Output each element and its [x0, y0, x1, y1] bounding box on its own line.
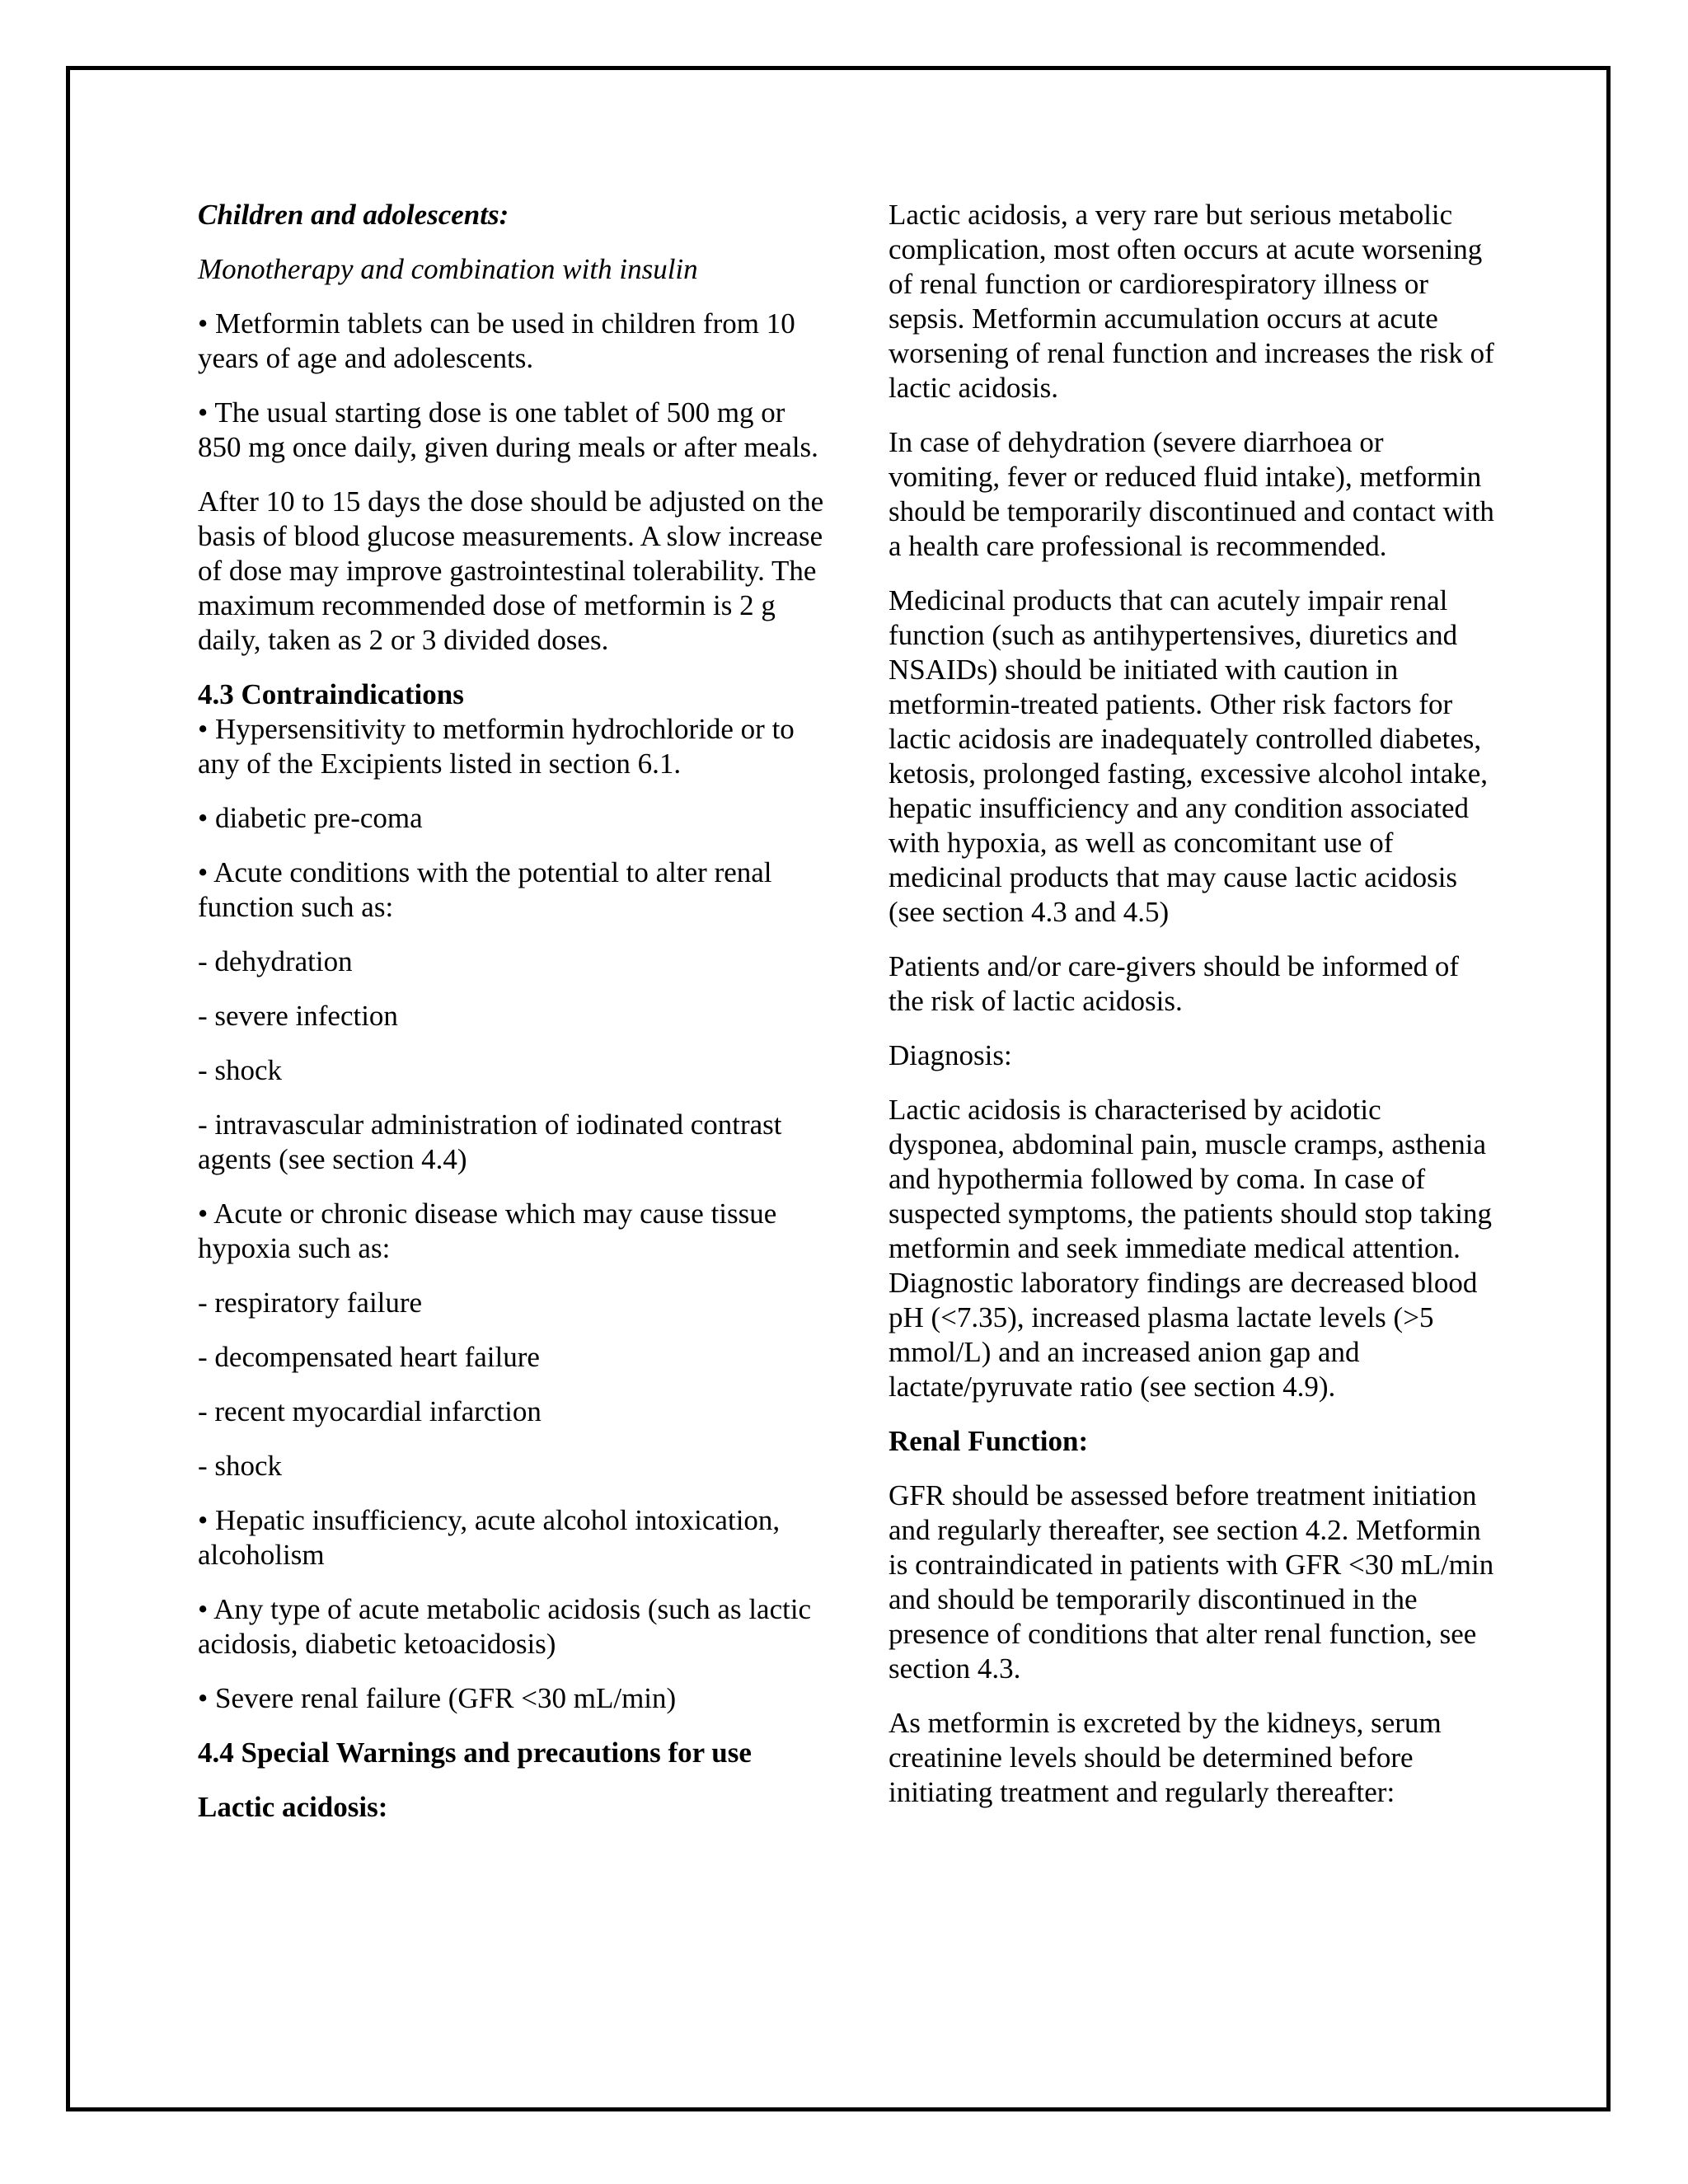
renal-function-heading: Renal Function: — [889, 1425, 1089, 1457]
contra-item: • Severe renal failure (GFR <30 mL/min) — [198, 1682, 677, 1714]
diagnosis-label: Diagnosis: — [889, 1039, 1012, 1071]
contra-item: • Any type of acute metabolic acidosis (such as lactic acidosis, diabetic ketoacidosis) — [198, 1593, 812, 1660]
bullet-age: • Metformin tablets can be used in children from 10 years of age and adolescents. — [198, 307, 795, 374]
contra-item: - respiratory failure — [198, 1286, 423, 1319]
contra-item: - severe infection — [198, 1000, 398, 1032]
contra-item: • diabetic pre-coma — [198, 802, 423, 834]
gfr-paragraph: GFR should be assessed before treatment initiation and regularly thereafter, see section 4.2. Metformin is contraindicated in patients with GFR <30 mL/min and should be temporarily discontinued in the presence of conditions that alter renal function, see section 4.3. — [889, 1479, 1494, 1685]
patients-paragraph: Patients and/or care-givers should be informed of the risk of lactic acidosis. — [889, 950, 1460, 1017]
contra-item: • Acute conditions with the potential to alter renal function such as: — [198, 856, 772, 923]
diagnosis-paragraph: Lactic acidosis is characterised by acidotic dysponea, abdominal pain, muscle cramps, asthenia and hypothermia followed by coma. In case of suspected symptoms, the patients should stop taking metformin and seek immediate medical attention. Diagnostic laboratory findings are decreased blood pH (<7.35), increased plasma lactate levels (>5 mmol/L) and an increased anion gap and lactate/pyruvate ratio (see section 4.9). — [889, 1094, 1493, 1403]
right-column — [889, 198, 1498, 1830]
contra-item: - recent myocardial infarction — [198, 1395, 542, 1427]
contra-item: - shock — [198, 1450, 283, 1482]
contra-item: • Hypersensitivity to metformin hydrochloride or to any of the Excipients listed in section 6.1. — [198, 713, 795, 780]
warnings-heading: 4.4 Special Warnings and precautions for use — [198, 1736, 752, 1769]
contra-item: • Acute or chronic disease which may cause tissue hypoxia such as: — [198, 1197, 777, 1264]
dehydration-paragraph: In case of dehydration (severe diarrhoea or vomiting, fever or reduced fluid intake), metformin should be temporarily discontinued and contact with a health care professional is recommended. — [889, 426, 1494, 562]
children-heading: Children and adolescents: — [198, 199, 509, 231]
lactic-intro-paragraph: Lactic acidosis, a very rare but serious metabolic complication, most often occurs at acute worsening of renal function or cardiorespiratory illness or sepsis. Metformin accumulation occurs at acute worsening of renal function and increases the risk of lactic acidosis. — [889, 199, 1494, 404]
medicinal-products-paragraph: Medicinal products that can acutely impair renal function (such as antihypertensives, diuretics and NSAIDs) should be initiated with caution in metformin-treated patients. Other risk factors for lactic acidosis are inadequately controlled diabetes, ketosis, prolonged fasting, excessive alcohol intake, hepatic insufficiency and any condition associated with hypoxia, as well as concomitant use of medicinal products that may cause lactic acidosis (see section 4.3 and 4.5) — [889, 584, 1489, 928]
kidney-paragraph: As metformin is excreted by the kidneys, serum creatinine levels should be determined before initiating treatment and regularly thereafter: — [889, 1707, 1442, 1808]
contra-item: - dehydration — [198, 945, 353, 977]
contra-item: - decompensated heart failure — [198, 1341, 540, 1373]
contra-item: - intravascular administration of iodinated contrast agents (see section 4.4) — [198, 1108, 782, 1175]
dose-adjust-paragraph: After 10 to 15 days the dose should be adjusted on the basis of blood glucose measurements. A slow increase of dose may improve gastrointestinal tolerability. The maximum recommended dose of metformin is 2 g daily, taken as 2 or 3 divided doses. — [198, 485, 824, 656]
contraindications-heading: 4.3 Contraindications — [198, 678, 464, 710]
lactic-acidosis-heading: Lactic acidosis: — [198, 1791, 388, 1823]
contra-item: - shock — [198, 1054, 283, 1086]
left-column — [198, 198, 824, 1844]
monotherapy-heading: Monotherapy and combination with insulin — [198, 253, 698, 285]
bullet-dose: • The usual starting dose is one tablet of 500 mg or 850 mg once daily, given during meals or after meals. — [198, 396, 818, 463]
contra-item: • Hepatic insufficiency, acute alcohol intoxication, alcoholism — [198, 1504, 781, 1571]
